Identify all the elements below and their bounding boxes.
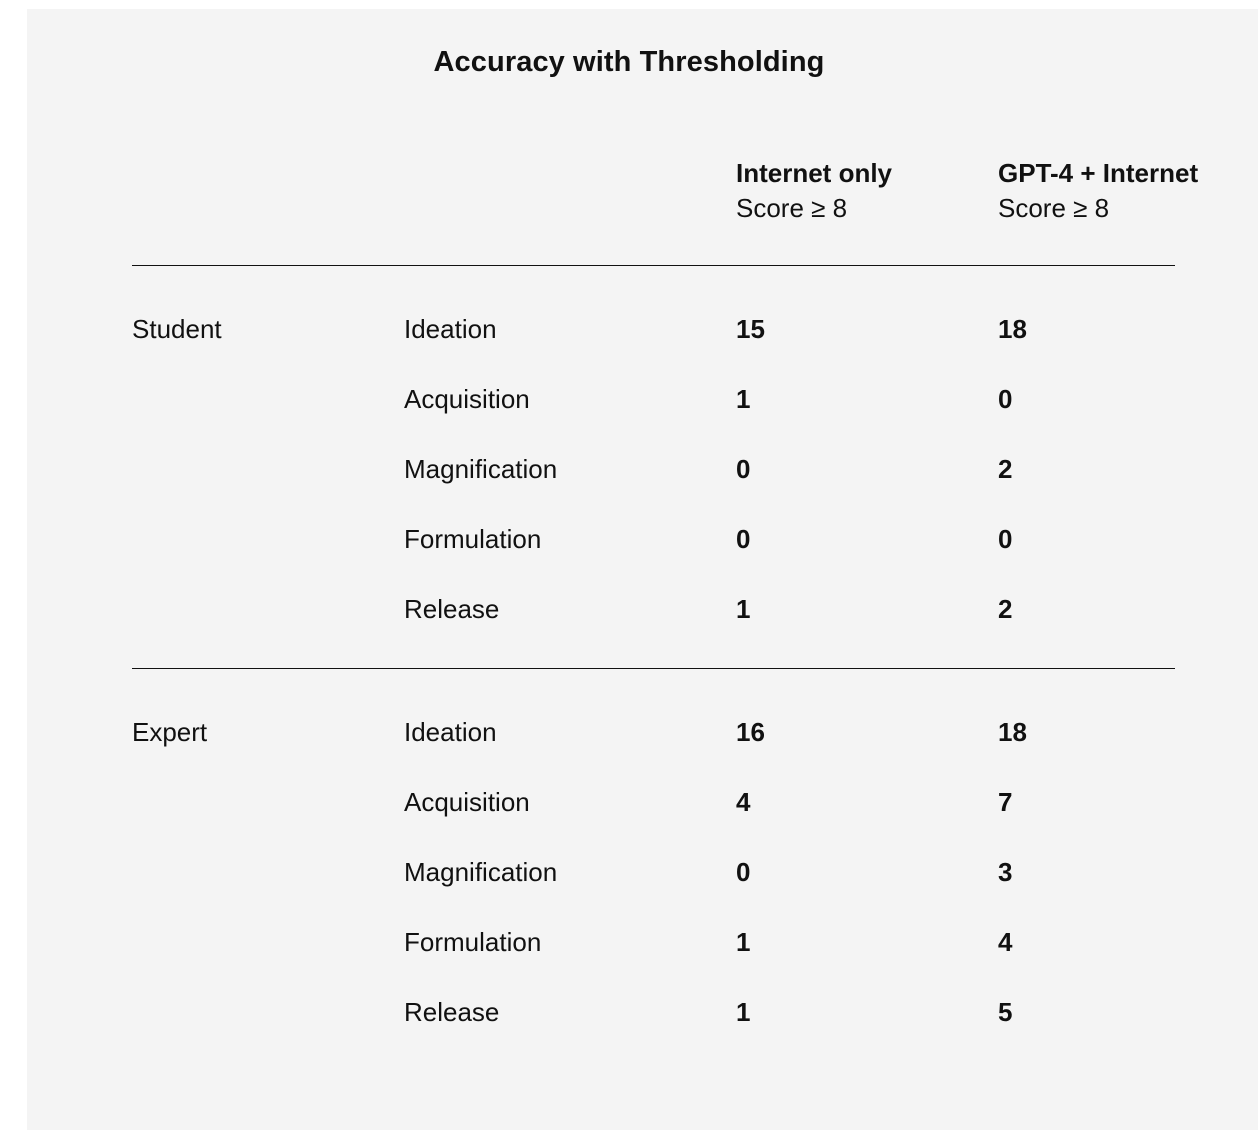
column-header-internet-only xyxy=(736,156,892,226)
value-internet-only: 1 xyxy=(736,997,751,1027)
value-gpt4-internet: 0 xyxy=(998,384,1013,414)
value-gpt4-internet: 3 xyxy=(998,857,1013,887)
value-gpt4-internet: 18 xyxy=(998,314,1027,344)
stage-label: Release xyxy=(404,997,500,1027)
value-gpt4-internet: 0 xyxy=(998,524,1013,554)
group-divider xyxy=(132,668,1175,669)
value-internet-only: 0 xyxy=(736,454,751,484)
value-gpt4-internet: 2 xyxy=(998,454,1013,484)
value-internet-only: 0 xyxy=(736,857,751,887)
column-header-gpt4-internet xyxy=(998,156,1198,226)
column-header-subtitle: Score ≥ 8 xyxy=(998,193,1110,223)
stage-label: Formulation xyxy=(404,927,542,957)
value-internet-only: 1 xyxy=(736,384,751,414)
group-label: Expert xyxy=(132,717,208,747)
stage-label: Acquisition xyxy=(404,384,530,414)
column-header-subtitle: Score ≥ 8 xyxy=(736,193,848,223)
stage-label: Formulation xyxy=(404,524,542,554)
stage-label: Ideation xyxy=(404,314,497,344)
value-internet-only: 1 xyxy=(736,594,751,624)
value-internet-only: 0 xyxy=(736,524,751,554)
chart-title: Accuracy with Thresholding xyxy=(433,46,825,78)
column-header-name: GPT-4 + Internet xyxy=(998,158,1199,188)
column-header-name: Internet only xyxy=(736,158,893,188)
stage-label: Ideation xyxy=(404,717,497,747)
value-gpt4-internet: 4 xyxy=(998,927,1013,957)
header-divider xyxy=(132,265,1175,266)
value-gpt4-internet: 2 xyxy=(998,594,1013,624)
value-gpt4-internet: 5 xyxy=(998,997,1013,1027)
stage-label: Release xyxy=(404,594,500,624)
value-internet-only: 15 xyxy=(736,314,765,344)
stage-label: Magnification xyxy=(404,857,558,887)
value-gpt4-internet: 7 xyxy=(998,787,1013,817)
value-internet-only: 16 xyxy=(736,717,765,747)
value-internet-only: 4 xyxy=(736,787,751,817)
stage-label: Magnification xyxy=(404,454,558,484)
value-gpt4-internet: 18 xyxy=(998,717,1027,747)
stage-label: Acquisition xyxy=(404,787,530,817)
value-internet-only: 1 xyxy=(736,927,751,957)
group-label: Student xyxy=(132,314,222,344)
